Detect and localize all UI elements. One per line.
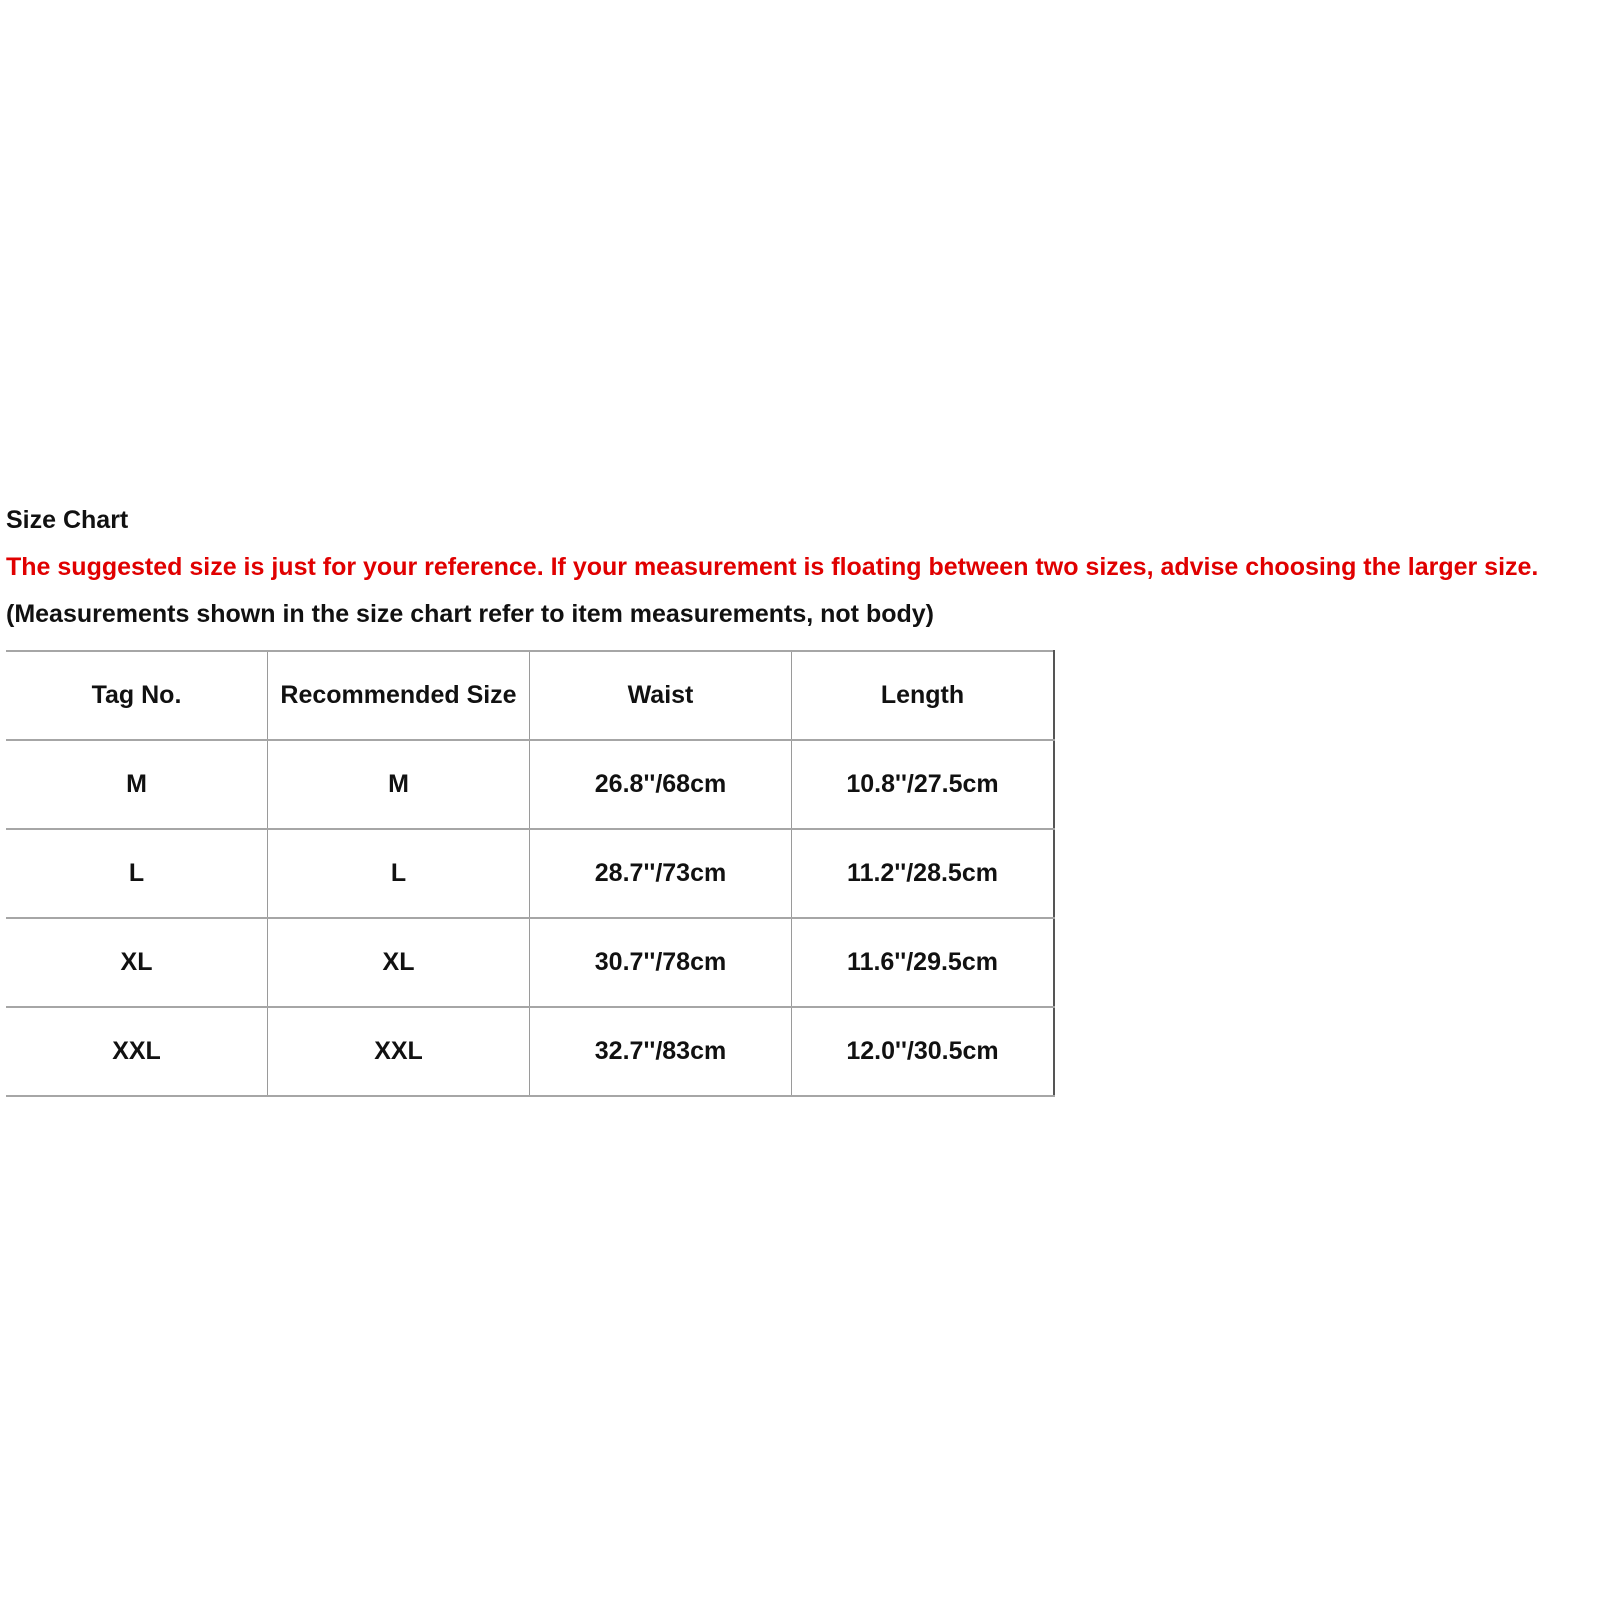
size-chart-title: Size Chart <box>6 506 129 534</box>
measurement-note: (Measurements shown in the size chart refer to item measurements, not body) <box>6 600 934 628</box>
header-length: Length <box>792 651 1055 740</box>
cell-recommended-size: M <box>268 740 530 829</box>
cell-waist: 26.8''/68cm <box>530 740 792 829</box>
cell-recommended-size: XL <box>268 918 530 1007</box>
cell-length: 10.8''/27.5cm <box>792 740 1055 829</box>
table-row <box>6 740 1054 829</box>
cell-waist: 28.7''/73cm <box>530 829 792 918</box>
cell-tag-no: M <box>6 740 268 829</box>
cell-tag-no: XL <box>6 918 268 1007</box>
cell-tag-no: L <box>6 829 268 918</box>
cell-recommended-size: XXL <box>268 1007 530 1096</box>
cell-length: 12.0''/30.5cm <box>792 1007 1055 1096</box>
size-notice: The suggested size is just for your reference. If your measurement is floating between two sizes, advise choosing the larger size. <box>6 553 1539 581</box>
size-table <box>6 650 1055 1097</box>
cell-length: 11.6''/29.5cm <box>792 918 1055 1007</box>
cell-recommended-size: L <box>268 829 530 918</box>
table-row <box>6 918 1054 1007</box>
cell-waist: 32.7''/83cm <box>530 1007 792 1096</box>
header-waist: Waist <box>530 651 792 740</box>
cell-waist: 30.7''/78cm <box>530 918 792 1007</box>
header-tag-no: Tag No. <box>6 651 268 740</box>
table-header-row <box>6 651 1054 740</box>
table-row <box>6 829 1054 918</box>
header-recommended-size: Recommended Size <box>268 651 530 740</box>
table-row <box>6 1007 1054 1096</box>
cell-length: 11.2''/28.5cm <box>792 829 1055 918</box>
cell-tag-no: XXL <box>6 1007 268 1096</box>
